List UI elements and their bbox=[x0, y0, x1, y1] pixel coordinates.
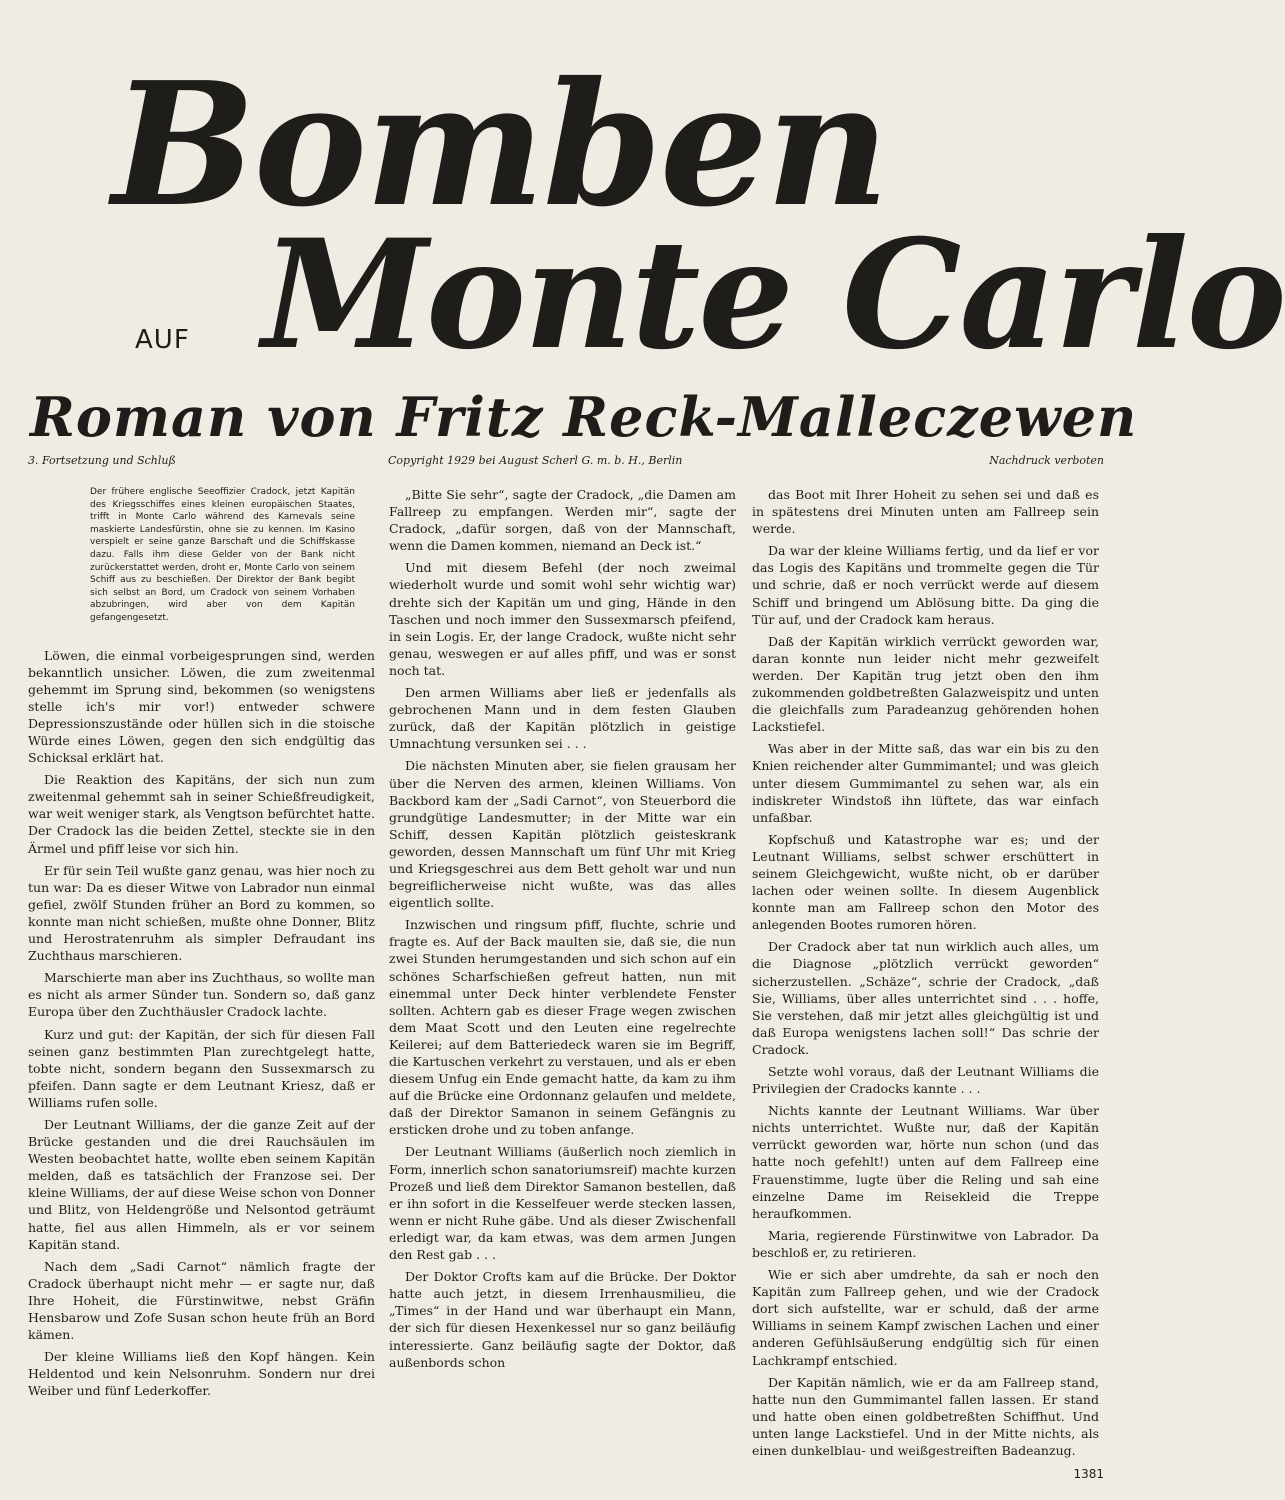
column-paragraphs bbox=[28, 647, 375, 1400]
byline: Roman von Fritz Reck-Malleczewen bbox=[30, 385, 1138, 449]
paragraph: Der Cradock aber tat nun wirklich auch alles, um die Diagnose „plötzlich verrückt geworden“ sicherzustellen. „Schäze“, schrie der Cradock, „daß Sie, Williams, über alles unterrichtet sind . . . hoffe, Sie verstehen, daß mir jetzt alles gleichgültig ist und daß Europa wenigstens lachen soll!“ Das schrie der Cradock. bbox=[752, 939, 1099, 1057]
reprint-note: Nachdruck verboten bbox=[989, 454, 1104, 467]
title-line-monte-carlo: Monte Carlo bbox=[262, 207, 1285, 383]
paragraph: Maria, regierende Fürstinwitwe von Labrador. Da beschloß er, zu retirieren. bbox=[752, 1227, 1099, 1260]
installment-note: 3. Fortsetzung und Schluß bbox=[28, 454, 176, 467]
paragraph: Nichts kannte der Leutnant Williams. War über nichts unterrichtet. Wußte nur, daß der Kapitän verrückt geworden war, hörte nun schon (und das hatte noch gefehlt!) unten auf dem Fallreep eine Frauenstimme, lugte über die Reling und sah eine einzelne Dame im Reisekleid die Treppe heraufkommen. bbox=[752, 1103, 1099, 1221]
text-column-1 bbox=[28, 486, 375, 1446]
paragraph: Die nächsten Minuten aber, sie fielen grausam her über die Nerven des armen, kleinen Williams. Von Backbord kam der „Sadi Carnot“, von Steuerbord die grundgütige Landesmutter; in der Mitte war ein Schiff, dessen Kapitän plötzlich geisteskrank geworden, dessen Mannschaft um fünf Uhr mit Krieg und Kriegsgeschrei aus dem Bett geholt war und nun begreiflicherweise nicht wußte, was das alles eigentlich sollte. bbox=[389, 758, 736, 911]
paragraph: das Boot mit Ihrer Hoheit zu sehen sei und daß es in spätestens drei Minuten unten am Fallreep sein werde. bbox=[752, 487, 1099, 537]
paragraph: Die Reaktion des Kapitäns, der sich nun zum zweitenmal gehemmt sah in seiner Schießfreudigkeit, war weit weniger stark, als Vengtson befürchtet hatte. Der Cradock las die beiden Zettel, steckte sie in den Ärmel und pfiff leise vor sich hin. bbox=[28, 772, 375, 856]
title-line-bomben: Bomben bbox=[112, 45, 888, 245]
paragraph: Marschierte man aber ins Zuchthaus, so wollte man es nicht als armer Sünder tun. Sondern so, daß ganz Europa über den Zuchthäusler Cradock lachte. bbox=[28, 970, 375, 1020]
text-column-3 bbox=[752, 486, 1099, 1458]
page-number: 1381 bbox=[1073, 1467, 1104, 1481]
story-summary: Der frühere englische Seeoffizier Cradock, jetzt Kapitän des Kriegsschiffes eines kleinen europäischen Staates, trifft in Monte Carlo während des Karnevals seine maskierte Landesfürstin, ohne sie zu kennen. Im Kasino verspielt er seine ganze Barschaft und die Schiffskasse dazu. Falls ihm diese Gelder von der Bank nicht zurückerstattet werden, droht er, Monte Carlo von seinem Schiff aus zu beschießen. Der Direktor der Bank begibt sich selbst an Bord, um Cradock von seinem Vorhaben abzubringen, wird aber von dem Kapitän gefangengesetzt. bbox=[90, 487, 355, 623]
paragraph: „Bitte Sie sehr“, sagte der Cradock, „die Damen am Fallreep zu empfangen. Werden mir“, sagte der Cradock, „dafür sorgen, daß von der Mannschaft, wenn die Damen kommen, niemand an Deck ist.“ bbox=[389, 487, 736, 554]
paragraph: Der Doktor Crofts kam auf die Brücke. Der Doktor hatte auch jetzt, in diesem Irrenhausmilieu, die „Times“ in der Hand und war überhaupt ein Mann, der sich für diesen Hexenkessel nur so ganz beiläufig interessierte. Ganz beiläufig sagte der Doktor, daß außenbords schon bbox=[389, 1269, 736, 1370]
paragraph: Da war der kleine Williams fertig, und da lief er vor das Logis des Kapitäns und trommelte gegen die Tür und schrie, daß er noch verrückt werde auf diesem Schiff und bringend um Ablösung bitte. Da ging die Tür auf, und der Cradock kam heraus. bbox=[752, 543, 1099, 627]
column-paragraphs bbox=[389, 486, 736, 1371]
paragraph: Der Kapitän nämlich, wie er da am Fallreep stand, hatte nun den Gummimantel fallen lassen. Er stand und hatte oben einen goldbetreßten Schiffhut. Und unten lange Lackstiefel. Und in der Mitte nichts, als einen dunkelblau- und weißgestreiften Badeanzug. bbox=[752, 1374, 1099, 1458]
paragraph: Und mit diesem Befehl (der noch zweimal wiederholt wurde und somit wohl sehr wichtig war) drehte sich der Kapitän um und ging, Hände in den Taschen und noch immer den Sussexmarsch pfeifend, in sein Logis. Er, der lange Cradock, wußte nicht sehr genau, weswegen er auf alles pfiff, und was er sonst noch tat. bbox=[389, 560, 736, 678]
column-paragraphs bbox=[752, 486, 1099, 1459]
paragraph: Kopfschuß und Katastrophe war es; und der Leutnant Williams, selbst schwer erschüttert in seinem Gleichgewicht, wußte nicht, ob er darüber lachen oder weinen sollte. In diesem Augenblick konnte man am Fallreep schon den Motor des anlegenden Bootes rumoren hören. bbox=[752, 831, 1099, 933]
paragraph: Kurz und gut: der Kapitän, der sich für diesen Fall seinen ganz bestimmten Plan zurechtgelegt hatte, tobte nicht, sondern begann den Sussexmarsch zu pfeifen. Dann sagte er dem Leutnant Kriesz, daß er Williams rufen solle. bbox=[28, 1026, 375, 1110]
paragraph: Der Leutnant Williams, der die ganze Zeit auf der Brücke gestanden und die drei Rauchsäulen im Westen beobachtet hatte, wollte eben seinem Kapitän melden, daß es tatsächlich der Franzose sei. Der kleine Williams, der auf diese Weise schon von Donner und Blitz, von Heldengröße und Nelsontod geträumt hatte, fiel aus allen Himmeln, als er vor seinem Kapitän stand. bbox=[28, 1116, 375, 1252]
paragraph: Daß der Kapitän wirklich verrückt geworden war, daran konnte nun leider nicht mehr gezweifelt werden. Der Kapitän trug jetzt oben den ihm zukommenden goldbetreßten Galazweispitz und unten die gleichfalls zum Paradeanzug gehörenden hohen Lackstiefel. bbox=[752, 633, 1099, 735]
paragraph: Inzwischen und ringsum pfiff, fluchte, schrie und fragte es. Auf der Back maulten sie, daß sie, die nun zwei Stunden herumgestanden und sich schon auf ein schönes Scharfschießen gefreut hatten, nun mit einemmal unter Deck hinter verblendete Fenster sollten. Achtern gab es dieser Frage wegen zwischen dem Maat Scott und den Leuten eine regelrechte Keilerei; auf dem Batteriedeck waren sie im Begriff, die Kartuschen verkehrt zu verstauen, und als er eben diesem Unfug ein Ende gemacht hatte, da kam zu ihm auf die Brücke eine Ordonnanz gelaufen und meldete, daß der Direktor Samanon in seinem Gefängnis zu ersticken drohe und zu toben anfange. bbox=[389, 917, 736, 1138]
paragraph: Er für sein Teil wußte ganz genau, was hier noch zu tun war: Da es dieser Witwe von Labrador nun einmal gefiel, zwölf Stunden früher an Bord zu kommen, so konnte man nicht schießen, mußte ohne Donner, Blitz und Herostratenruhm als simpler Defraudant ins Zuchthaus marschieren. bbox=[28, 862, 375, 964]
paragraph: Wie er sich aber umdrehte, da sah er noch den Kapitän zum Fallreep gehen, und wie der Cradock dort sich aufstellte, war er schuld, daß der arme Williams in seinem Kampf zwischen Lachen und einer anderen Gefühlsäußerung endgültig sich für einen Lachkrampf entschied. bbox=[752, 1267, 1099, 1368]
paragraph: Den armen Williams aber ließ er jedenfalls als gebrochenen Mann und in dem festen Glauben zurück, daß der Kapitän plötzlich in geistige Umnachtung versunken sei . . . bbox=[389, 685, 736, 752]
copyright-note: Copyright 1929 bei August Scherl G. m. b. H., Berlin bbox=[388, 454, 683, 467]
paragraph: Nach dem „Sadi Carnot“ nämlich fragte der Cradock überhaupt nicht mehr — er sagte nur, daß Ihre Hoheit, die Fürstinwitwe, nebst Gräfin Hensbarow und Zofe Susan schon heute früh an Bord kämen. bbox=[28, 1258, 375, 1343]
title-auf: AUF bbox=[135, 325, 190, 355]
paragraph: Was aber in der Mitte saß, das war ein bis zu den Knien reichender alter Gummimantel; und was gleich unter diesem Gummimantel zu sehen war, als ein indiskreter Windstoß ihn lüftete, das war einfach unfaßbar. bbox=[752, 741, 1099, 825]
paragraph: Der kleine Williams ließ den Kopf hängen. Kein Heldentod und kein Nelsonruhm. Sondern nur drei Weiber und fünf Lederkoffer. bbox=[28, 1349, 375, 1399]
text-column-2 bbox=[389, 486, 736, 1446]
paragraph: Setzte wohl voraus, daß der Leutnant Williams die Privilegien der Cradocks kannte . . . bbox=[752, 1064, 1099, 1097]
paragraph: Der Leutnant Williams (äußerlich noch ziemlich in Form, innerlich schon sanatoriumsreif) machte kurzen Prozeß und ließ dem Direktor Samanon bestellen, daß er ihn sofort in die Kesselfeuer werde stecken lassen, wenn er nicht Ruhe gäbe. Und als dieser Zwischenfall erledigt war, da kam etwas, was dem armen Jungen den Rest gab . . . bbox=[389, 1144, 736, 1263]
paragraph: Löwen, die einmal vorbeigesprungen sind, werden bekanntlich unsicher. Löwen, die zum zweitenmal gehemmt im Sprung sind, bekommen (so wenigstens stelle ich's mir vor!) entweder schwere Depressionszustände oder hüllen sich in die stoische Würde eines Löwen, gegen den sich endgültig das Schicksal erklärt hat. bbox=[28, 647, 375, 766]
